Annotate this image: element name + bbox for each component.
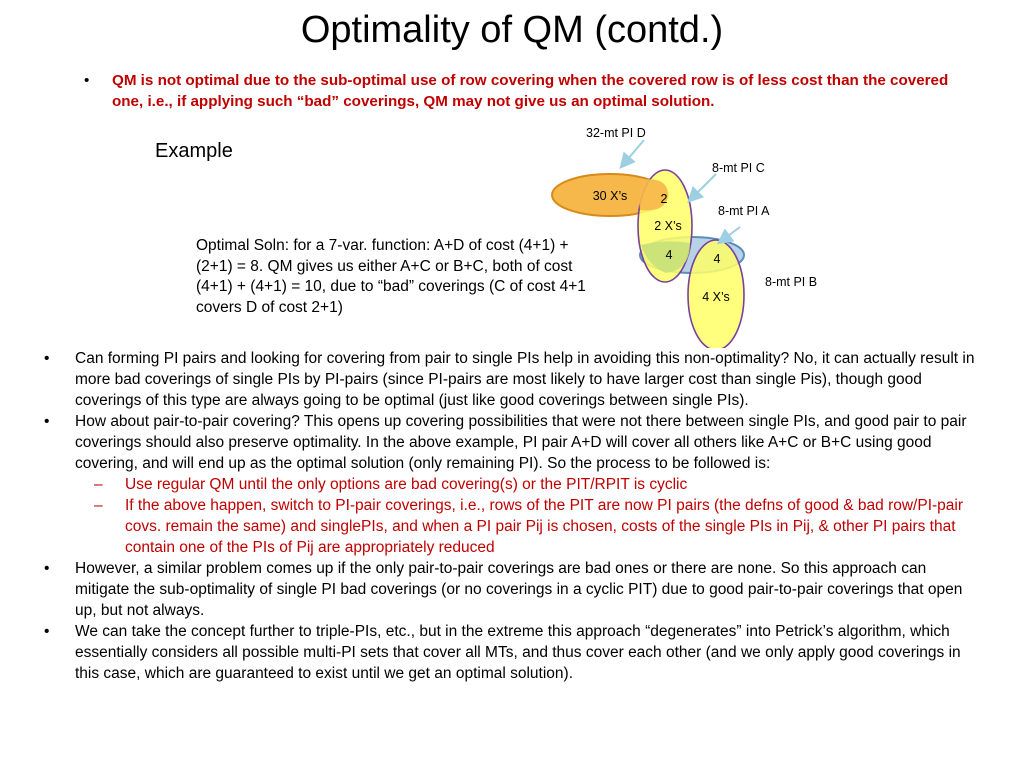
list-item [44,348,984,411]
label-pi-b: 8-mt PI B [765,275,818,289]
bullet-marker: • [84,72,90,89]
sub-bullet-text-2: If the above happen, switch to PI-pair coverings, i.e., rows of the PIT are now PI pairs (the defns of good & bad row/PI-pair covs. remain the same) and singlePIs, and when a PI pair Pij is chosen, costs of the single PIs in Pij, & other PI pairs that contain one of the PIs of Pij are appropriately reduced [125,497,964,556]
arrow-pi-d [622,140,644,166]
sub-bullet-marker: – [94,476,103,493]
example-label: Example [155,140,233,162]
bullet-marker: • [44,560,50,577]
sub-list-item [44,495,984,558]
region-d-c: 2 [660,192,668,206]
bullet-text-3: However, a similar problem comes up if the only pair-to-pair coverings are bad ones or there are none. So this approach can mitigate the sub-optimality of single PI bad coverings (or no coverings in a cyclic PIT) due to good pair-to-pair coverings that open up, but not always. [75,560,963,619]
region-a-b: 4 [713,252,721,266]
arrow-pi-a [720,227,740,242]
pi-venn-diagram [540,118,860,348]
region-b-only: 4 X’s [702,290,730,304]
sub-bullet-text-1: Use regular QM until the only options are bad covering(s) or the PIT/RPIT is cyclic [125,476,688,493]
optimal-solution-text: Optimal Soln: for a 7-var. function: A+D of cost (4+1) + (2+1) = 8. QM gives us either A+C or B+C, both of cost (4+1) + (4+1) = 10, due to “bad” coverings (C of cost 4+1 covers D of cost 2+1) [196,237,586,316]
arrow-pi-c [690,174,716,200]
intro-bullet-text: QM is not optimal due to the sub-optimal use of row covering when the covered row is of less cost than the covered one, i.e., if applying such “bad” coverings, QM may not give us an optimal solution. [112,72,949,110]
bullet-marker: • [44,350,50,367]
sub-bullet-marker: – [94,497,103,514]
bullet-text-4: We can take the concept further to triple-PIs, etc., but in the extreme this approach “degenerates” into Petrick’s algorithm, which essentially considers all possible multi-PI sets that cover all MTs, and thus cover each other (and we only apply good coverings in this case, which are guaranteed to exist until we get an optimal solution). [75,623,961,682]
bullet-text-1: Can forming PI pairs and looking for covering from pair to single PIs help in avoiding this non-optimality? No, it can actually result in more bad coverings of single PIs by PI-pairs (since PI-pairs are most likely to have larger cost than single Pis), though good coverings of this type are always going to be optimal (just like good coverings between single PIs). [75,350,975,409]
list-item [44,411,984,474]
bullet-text-2: How about pair-to-pair covering? This opens up covering possibilities that were not there between single PIs, and good pair to pair coverings should also preserve optimality. In the above example, PI pair A+D will cover all others like A+C or B+C using good covering, and will end up as the optimal solution (only remaining PI). So the process to be followed is: [75,413,967,472]
label-pi-c: 8-mt PI C [712,161,765,175]
list-item [44,621,984,684]
label-pi-a: 8-mt PI A [718,204,770,218]
list-item [44,558,984,621]
intro-bullet [84,70,964,112]
region-c-a: 4 [665,248,673,262]
slide-title: Optimality of QM (contd.) [300,9,724,51]
bullet-marker: • [44,413,50,430]
region-c-only: 2 X’s [654,219,682,233]
label-pi-d: 32-mt PI D [586,126,646,140]
bullet-list [44,348,984,684]
sub-list-item [44,474,984,495]
region-d-only: 30 X’s [592,189,628,203]
bullet-marker: • [44,623,50,640]
